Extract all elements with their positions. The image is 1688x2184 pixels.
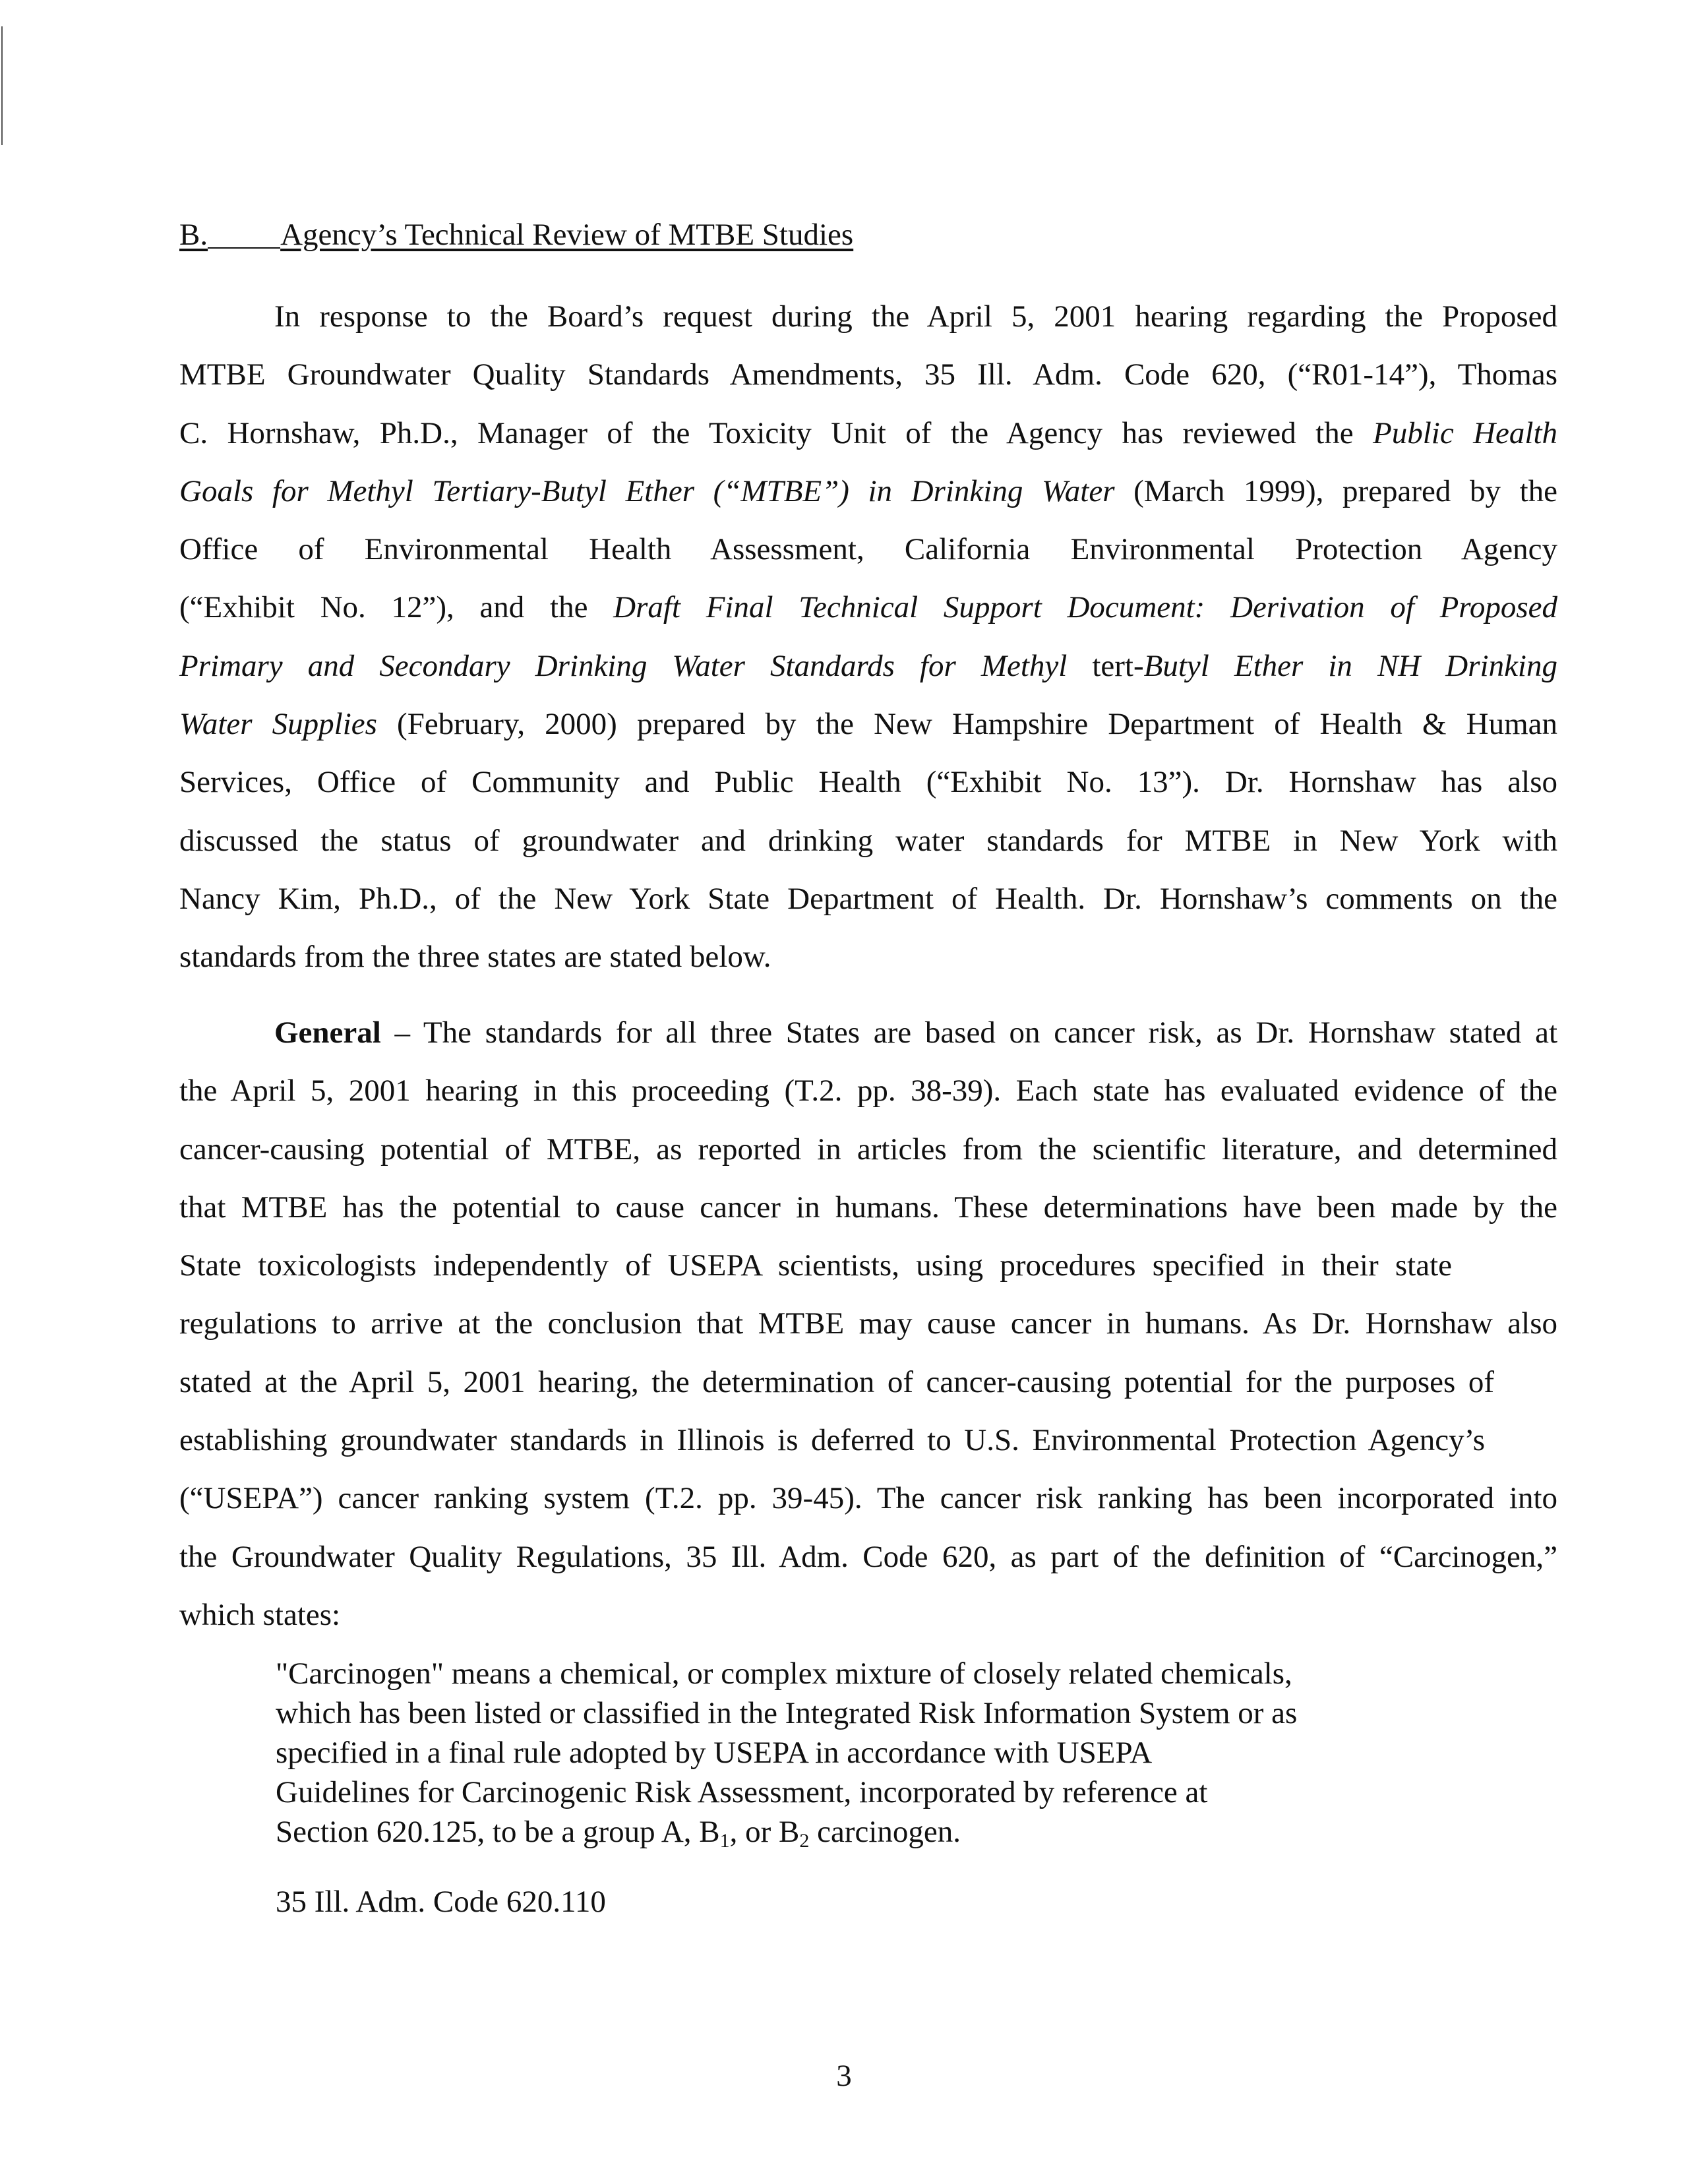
quote-line: Guidelines for Carcinogenic Risk Assessment, incorporated by reference at xyxy=(276,1775,1208,1809)
carcinogen-definition-quote xyxy=(276,1654,1397,1852)
text-line: regulations to arrive at the conclusion that MTBE may cause cancer in humans. As Dr. Hornshaw also xyxy=(179,1306,1557,1341)
text-line: the Groundwater Quality Regulations, 35 Ill. Adm. Code 620, as part of the definition of “Carcinogen,” xyxy=(179,1539,1557,1574)
text-run: , or B xyxy=(729,1815,800,1849)
text-line xyxy=(179,637,1557,695)
italic-title-run: Water Supplies xyxy=(179,707,377,742)
text-run: C. Hornshaw, Ph.D., Manager of the Toxicity Unit of the Agency has reviewed the xyxy=(179,415,1373,450)
heading-underline-gap xyxy=(208,221,280,249)
citation: 35 Ill. Adm. Code 620.110 xyxy=(276,1885,606,1919)
bold-lead: General xyxy=(274,1016,381,1050)
italic-title-run: -Butyl Ether in NH Drinking xyxy=(1133,648,1557,683)
text-line: discussed the status of groundwater and drinking water standards for MTBE in New York with xyxy=(179,823,1557,858)
text-line xyxy=(179,695,1557,753)
text-line: standards from the three states are stated below. xyxy=(179,940,771,975)
italic-title-run: Primary and Secondary Drinking Water Standards for Methyl xyxy=(179,648,1093,683)
text-run: Section 620.125, to be a group A, B xyxy=(276,1815,720,1849)
text-line: (“USEPA”) cancer ranking system (T.2. pp. 39-45). The cancer risk ranking has been incorporated into xyxy=(179,1481,1557,1516)
quote-line: which has been listed or classified in the Integrated Risk Information System or as xyxy=(276,1696,1298,1730)
section-letter: B. xyxy=(179,218,208,252)
text-line: cancer-causing potential of MTBE, as reported in articles from the scientific literature, and determined xyxy=(179,1132,1557,1167)
paragraph-response xyxy=(179,288,1557,986)
page-number: 3 xyxy=(836,2059,852,2093)
text-line: Services, Office of Community and Public Health (“Exhibit No. 13”). Dr. Hornshaw has also xyxy=(179,765,1557,800)
text-line xyxy=(179,462,1557,520)
text-line: MTBE Groundwater Quality Standards Amendments, 35 Ill. Adm. Code 620, (“R01-14”), Thomas xyxy=(179,357,1557,392)
italic-title-run: Draft Final Technical Support Document: Derivation of Proposed xyxy=(613,590,1557,625)
subscript: 2 xyxy=(799,1830,810,1852)
italic-title-run: Goals for Methyl Tertiary-Butyl Ether (“MTBE”) in Drinking Water xyxy=(179,473,1115,508)
text-line: stated at the April 5, 2001 hearing, the determination of cancer-causing potential for the purposes of xyxy=(179,1364,1494,1399)
text-run: tert xyxy=(1092,648,1133,683)
section-title: Agency’s Technical Review of MTBE Studies xyxy=(280,218,854,252)
text-run: carcinogen. xyxy=(809,1815,961,1849)
text-line: Office of Environmental Health Assessment, California Environmental Protection Agency xyxy=(179,532,1557,567)
quote-line: "Carcinogen" means a chemical, or complex mixture of closely related chemicals, xyxy=(276,1656,1292,1691)
quote-line xyxy=(276,1812,1397,1852)
scan-edge-mark xyxy=(1,26,3,145)
text-line: Nancy Kim, Ph.D., of the New York State Department of Health. Dr. Hornshaw’s comments on the xyxy=(179,881,1557,916)
text-run: (March 1999), prepared by the xyxy=(1114,473,1557,508)
quote-line: specified in a final rule adopted by USEPA in accordance with USEPA xyxy=(276,1736,1153,1770)
text-line: State toxicologists independently of USEPA scientists, using procedures specified in their state xyxy=(179,1248,1452,1283)
text-line xyxy=(179,1004,1557,1062)
subscript: 1 xyxy=(719,1830,730,1852)
text-line: which states: xyxy=(179,1597,341,1632)
paragraph-general xyxy=(179,1004,1557,1644)
text-run: – The standards for all three States are based on cancer risk, as Dr. Hornshaw stated at xyxy=(380,1016,1557,1050)
italic-title-run: Public Health xyxy=(1373,415,1557,450)
text-line: In response to the Board’s request during the April 5, 2001 hearing regarding the Proposed xyxy=(274,299,1557,334)
text-line xyxy=(179,578,1557,636)
text-line: that MTBE has the potential to cause cancer in humans. These determinations have been made by the xyxy=(179,1190,1557,1225)
text-line xyxy=(179,404,1557,462)
section-heading xyxy=(179,215,853,255)
text-run: (February, 2000) prepared by the New Hampshire Department of Health & Human xyxy=(377,707,1557,742)
text-line: establishing groundwater standards in Illinois is deferred to U.S. Environmental Protection Agency’s xyxy=(179,1423,1485,1458)
text-run: (“Exhibit No. 12”), and the xyxy=(179,590,614,625)
text-line: the April 5, 2001 hearing in this proceeding (T.2. pp. 38-39). Each state has evaluated evidence of the xyxy=(179,1074,1557,1108)
